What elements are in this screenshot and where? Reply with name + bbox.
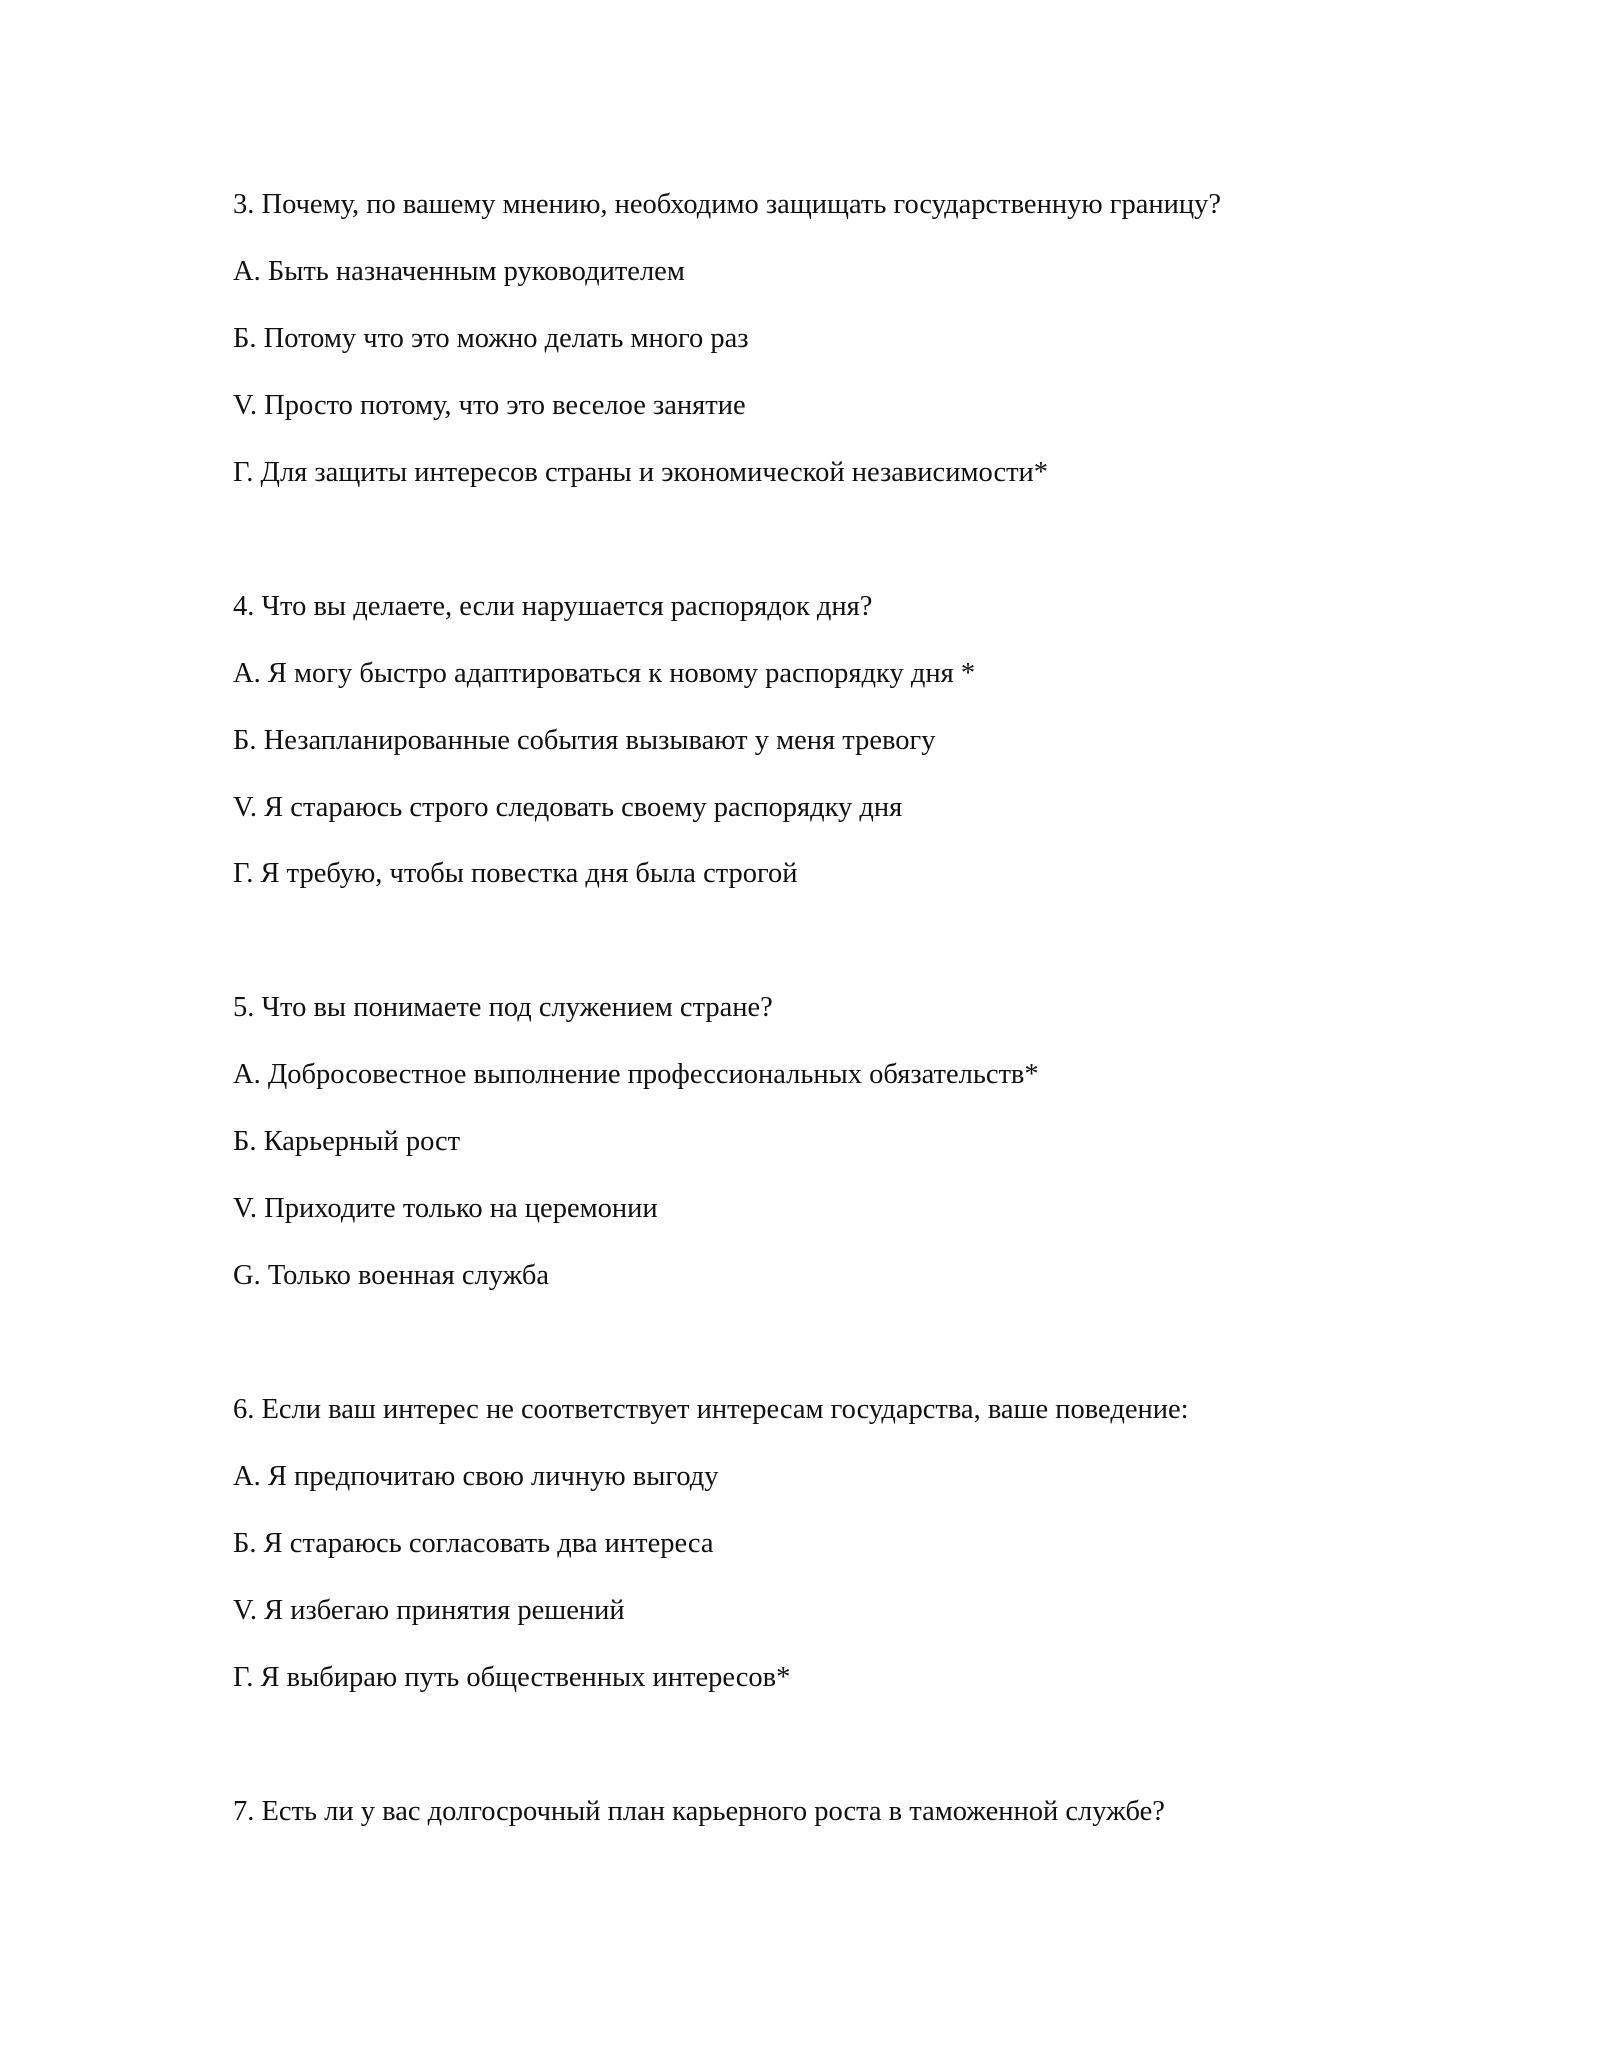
question-3-option-a: А. Быть назначенным руководителем	[233, 256, 685, 287]
question-5-option-a: А. Добросовестное выполнение профессиональных обязательств*	[233, 1059, 1039, 1090]
question-4-option-v: V. Я стараюсь строго следовать своему распорядку дня	[233, 792, 903, 823]
question-5-option-g: G. Только военная служба	[233, 1260, 550, 1291]
question-3-text: 3. Почему, по вашему мнению, необходимо защищать государственную границу?	[233, 189, 1221, 220]
question-3-option-g: Г. Для защиты интересов страны и экономической независимости*	[233, 457, 1049, 488]
question-6-option-b: Б. Я стараюсь согласовать два интереса	[233, 1528, 714, 1559]
question-4-option-g: Г. Я требую, чтобы повестка дня была строгой	[233, 858, 798, 889]
question-5-option-b: Б. Карьерный рост	[233, 1126, 461, 1157]
question-7-text: 7. Есть ли у вас долгосрочный план карьерного роста в таможенной службе?	[233, 1796, 1165, 1827]
question-3-option-b: Б. Потому что это можно делать много раз	[233, 323, 749, 354]
question-4-option-a: А. Я могу быстро адаптироваться к новому распорядку дня *	[233, 658, 976, 689]
question-3-option-v: V. Просто потому, что это веселое занятие	[233, 390, 746, 421]
question-5-option-v: V. Приходите только на церемонии	[233, 1193, 658, 1224]
question-6-option-v: V. Я избегаю принятия решений	[233, 1595, 625, 1626]
question-5-text: 5. Что вы понимаете под служением стране?	[233, 992, 773, 1023]
question-4-option-b: Б. Незапланированные события вызывают у меня тревогу	[233, 725, 936, 756]
question-6-option-a: А. Я предпочитаю свою личную выгоду	[233, 1461, 719, 1492]
question-4-text: 4. Что вы делаете, если нарушается распорядок дня?	[233, 591, 873, 622]
question-6-text: 6. Если ваш интерес не соответствует интересам государства, ваше поведение:	[233, 1394, 1189, 1425]
question-6-option-g: Г. Я выбираю путь общественных интересов*	[233, 1662, 791, 1693]
